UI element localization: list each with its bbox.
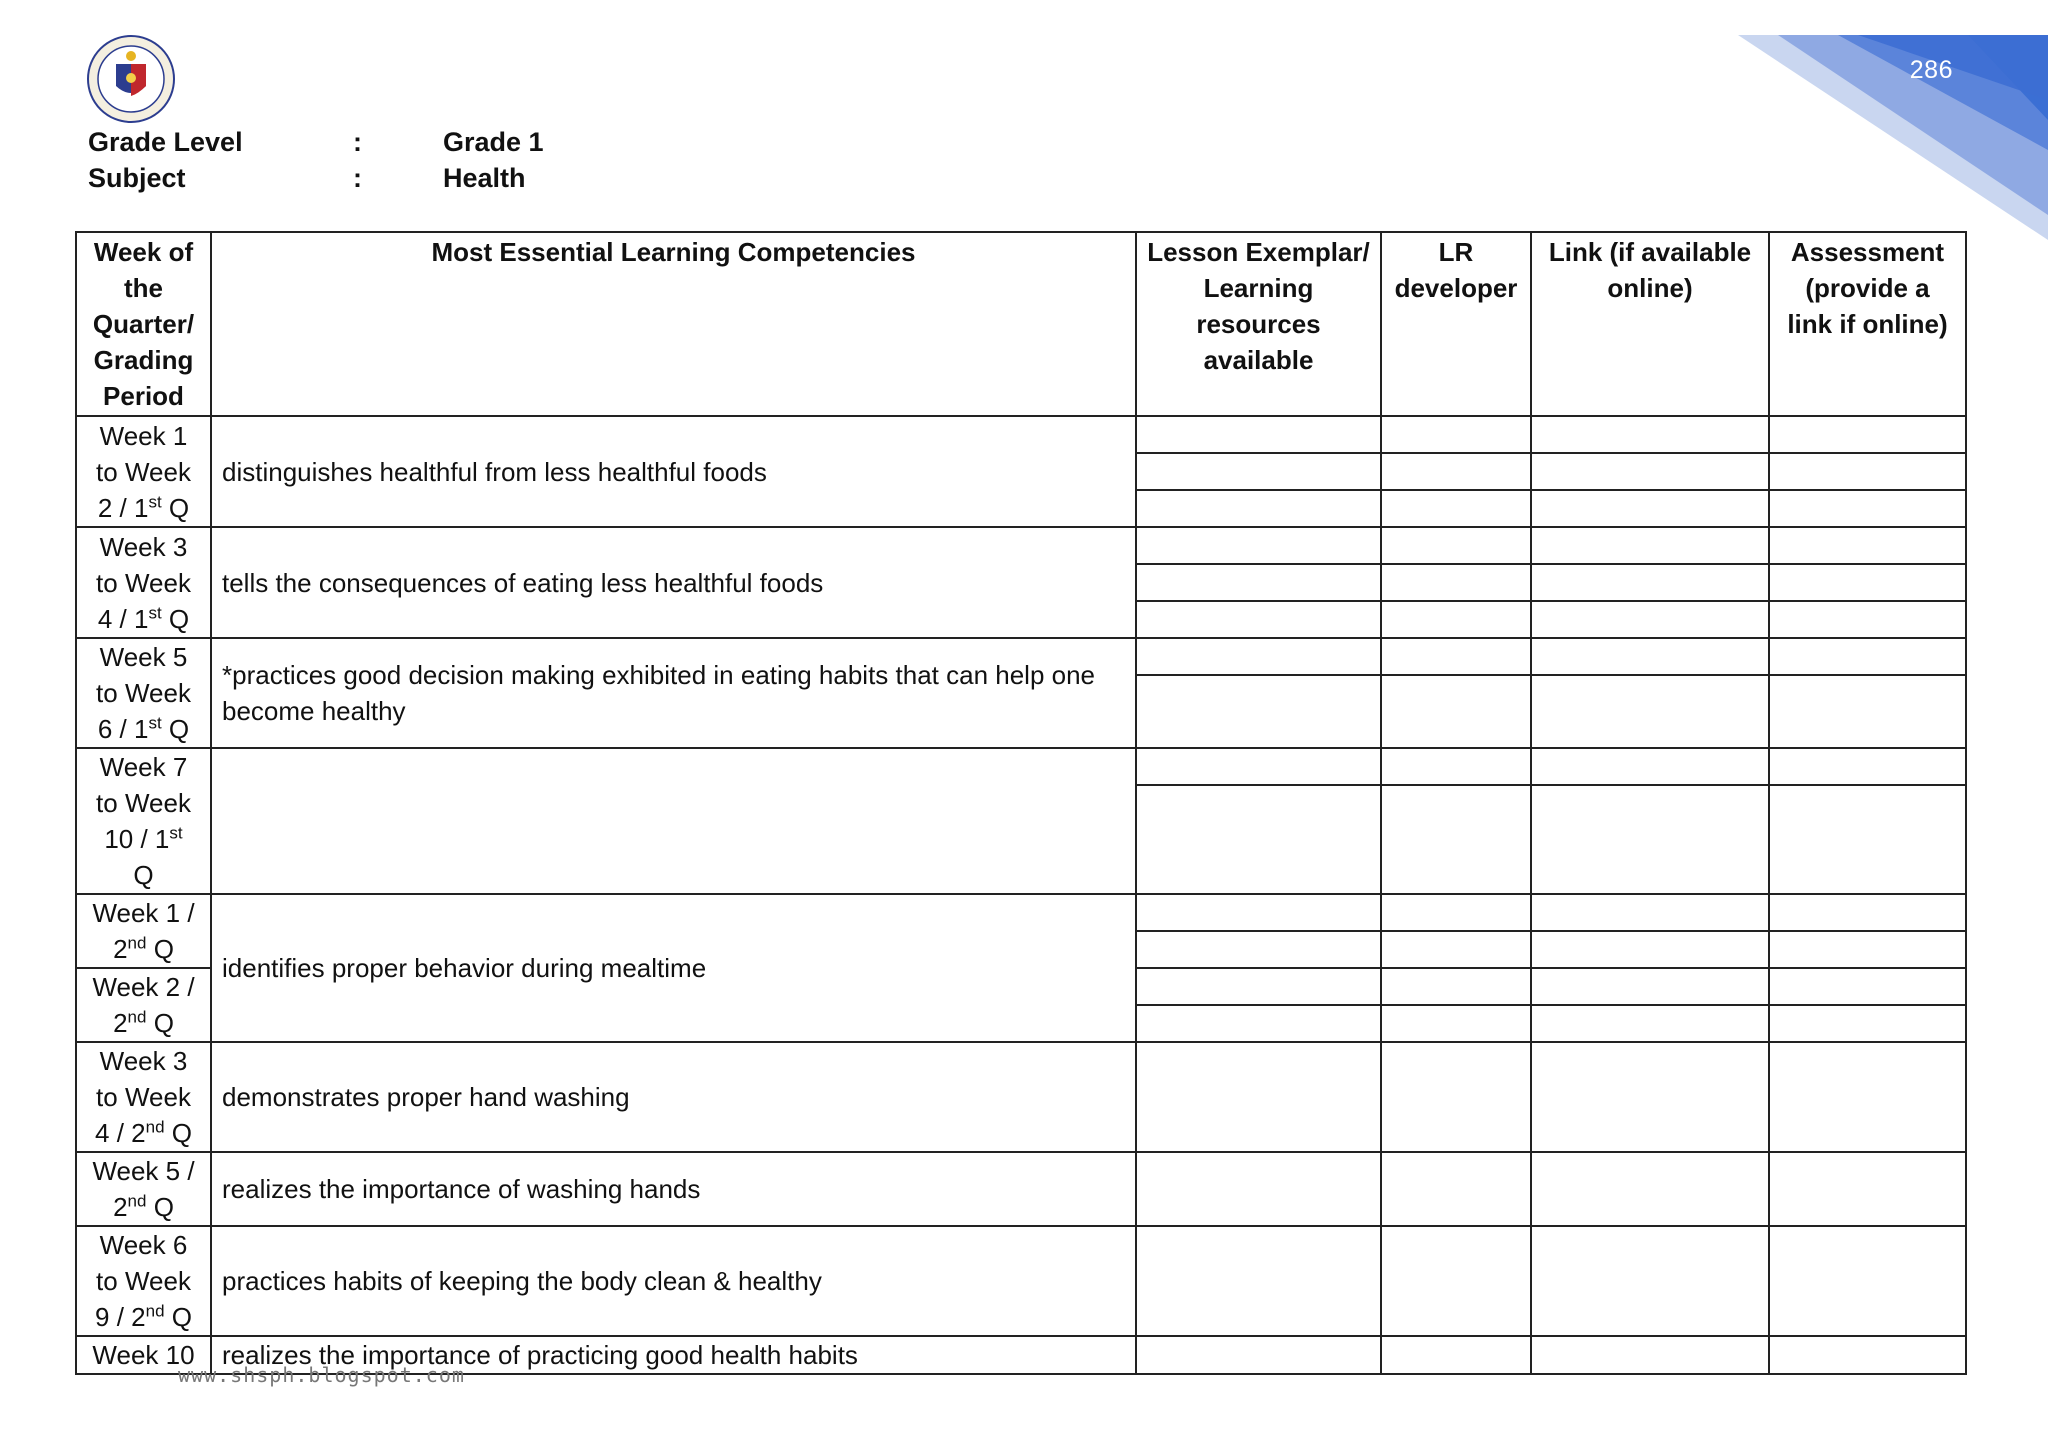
header-lr-developer: LR developer: [1381, 232, 1531, 416]
page-number: 286: [1909, 56, 1953, 84]
week-cell: Week 5 to Week 6 / 1st Q: [76, 638, 211, 748]
table-row: [76, 1226, 1966, 1336]
subject-row: [88, 160, 544, 196]
document-meta: [88, 124, 544, 196]
competency-cell: [211, 748, 1136, 894]
table-row: [76, 416, 1966, 453]
table-row: [76, 1152, 1966, 1226]
header-competencies: Most Essential Learning Competencies: [211, 232, 1136, 416]
subject-colon: :: [353, 163, 362, 193]
header-week: Week of the Quarter/ Grading Period: [76, 232, 211, 416]
resource-cell: [1136, 416, 1381, 453]
competency-cell: identifies proper behavior during mealtime: [211, 894, 1136, 1042]
table-row: [76, 748, 1966, 785]
competency-cell: distinguishes healthful from less healthful foods: [211, 416, 1136, 527]
week-cell: Week 10: [76, 1336, 211, 1374]
week-cell: Week 1 / 2nd Q: [76, 894, 211, 968]
week-cell: Week 1 to Week 2 / 1st Q: [76, 416, 211, 527]
week-cell: Week 6 to Week 9 / 2nd Q: [76, 1226, 211, 1336]
grade-level-colon: :: [353, 127, 362, 157]
competencies-table: [75, 231, 1967, 1375]
subject-value: Health: [443, 163, 526, 193]
week-cell: Week 7 to Week 10 / 1st Q: [76, 748, 211, 894]
grade-level-label: Grade Level: [88, 127, 243, 157]
table-header-row: [76, 232, 1966, 416]
header-assessment: Assessment (provide a link if online): [1769, 232, 1966, 416]
header-link: Link (if available online): [1531, 232, 1769, 416]
competency-cell: practices habits of keeping the body clean & healthy: [211, 1226, 1136, 1336]
week-cell: Week 3 to Week 4 / 2nd Q: [76, 1042, 211, 1152]
subject-label: Subject: [88, 163, 186, 193]
table-row: [76, 527, 1966, 564]
table-row: [76, 1042, 1966, 1152]
grade-level-row: [88, 124, 544, 160]
competency-cell: *practices good decision making exhibited in eating habits that can help one become healthy: [211, 638, 1136, 748]
assessment-cell: [1769, 416, 1966, 453]
watermark-url: www.shsph.blogspot.com: [178, 1363, 465, 1387]
competency-cell: realizes the importance of practicing good health habits: [211, 1336, 1136, 1374]
table-row: [76, 894, 1966, 931]
grade-level-value: Grade 1: [443, 127, 544, 157]
week-cell: Week 5 / 2nd Q: [76, 1152, 211, 1226]
corner-decoration: [1708, 0, 2048, 240]
week-cell: Week 3 to Week 4 / 1st Q: [76, 527, 211, 638]
competency-cell: tells the consequences of eating less healthful foods: [211, 527, 1136, 638]
table-row: [76, 638, 1966, 675]
competency-cell: demonstrates proper hand washing: [211, 1042, 1136, 1152]
deped-seal-icon: [86, 34, 176, 124]
link-cell: [1531, 416, 1769, 453]
competency-cell: realizes the importance of washing hands: [211, 1152, 1136, 1226]
header-lesson-exemplar: Lesson Exemplar/ Learning resources available: [1136, 232, 1381, 416]
week-cell: Week 2 / 2nd Q: [76, 968, 211, 1042]
developer-cell: [1381, 416, 1531, 453]
